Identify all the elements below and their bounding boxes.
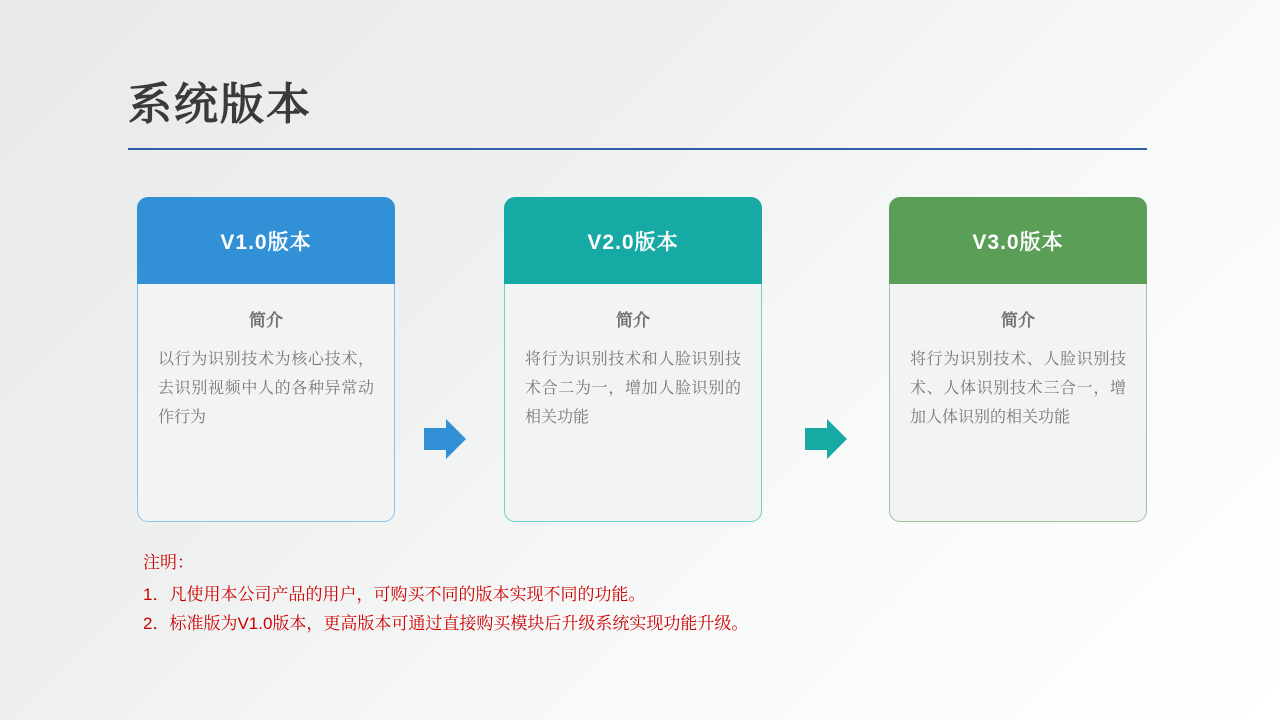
- version-card-header: V2.0版本: [504, 197, 762, 284]
- version-card-header: V1.0版本: [137, 197, 395, 284]
- arrow-right-icon: [805, 419, 847, 459]
- version-card-body: [889, 284, 1147, 522]
- version-card-body: [504, 284, 762, 522]
- version-card-v1[interactable]: [137, 197, 395, 522]
- version-card-subtitle: 简介: [1001, 311, 1035, 330]
- version-card-header: V3.0版本: [889, 197, 1147, 284]
- page-title: 系统版本: [128, 80, 312, 129]
- version-card-description: 将行为识别技术、人脸识别技术、人体识别技术三合一，增加人体识别的相关功能: [910, 351, 1126, 426]
- version-card-subtitle: 简介: [616, 311, 650, 330]
- version-cards: [0, 197, 1280, 527]
- notes-item-1: 1．凡使用本公司产品的用户，可购买不同的版本实现不同的功能。: [143, 585, 646, 604]
- version-card-v2[interactable]: [504, 197, 762, 522]
- notes-item-2: 2．标准版为V1.0版本，更高版本可通过直接购买模块后升级系统实现功能升级。: [143, 614, 749, 633]
- notes-block: [143, 548, 748, 638]
- version-card-description: 将行为识别技术和人脸识别技术合二为一，增加人脸识别的相关功能: [525, 351, 741, 426]
- notes-title: 注明：: [143, 553, 194, 572]
- title-divider: [128, 148, 1147, 150]
- arrow-right-icon: [424, 419, 466, 459]
- version-card-description: 以行为识别技术为核心技术，去识别视频中人的各种异常动作行为: [158, 351, 374, 426]
- version-card-body: [137, 284, 395, 522]
- version-card-subtitle: 简介: [249, 311, 283, 330]
- version-card-v3[interactable]: [889, 197, 1147, 522]
